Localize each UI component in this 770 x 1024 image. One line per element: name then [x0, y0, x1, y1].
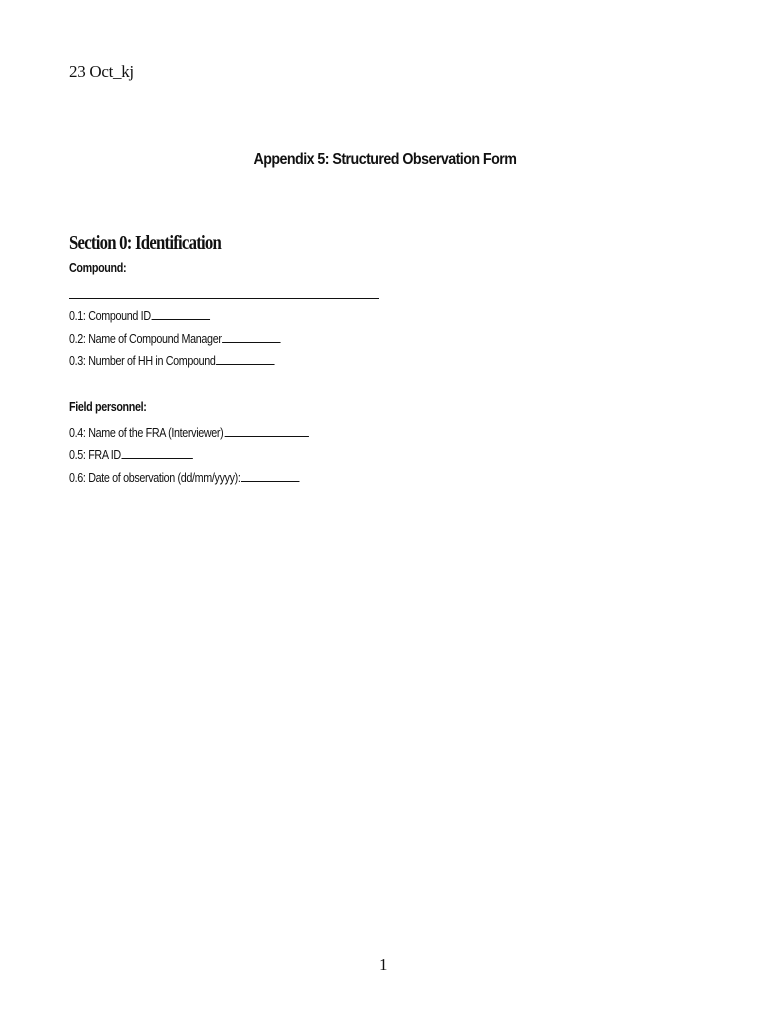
fra-name-label: 0.4: Name of the FRA (Interviewer)	[69, 426, 224, 440]
fra-id-field	[69, 446, 193, 462]
fra-name-blank[interactable]	[224, 424, 308, 437]
compound-manager-blank[interactable]	[222, 330, 280, 343]
fra-id-label: 0.5: FRA ID	[69, 448, 121, 462]
compound-fill-line[interactable]	[69, 298, 379, 299]
observation-date-blank[interactable]	[241, 469, 299, 482]
fra-id-blank[interactable]	[122, 446, 193, 459]
hh-count-blank[interactable]	[216, 352, 274, 365]
fra-name-field	[69, 424, 309, 440]
header-note: 23 Oct_kj	[69, 62, 134, 81]
observation-date-field	[69, 469, 300, 485]
document-title: Appendix 5: Structured Observation Form	[253, 151, 517, 168]
compound-id-label: 0.1: Compound ID	[69, 309, 151, 323]
page-number: 1	[379, 955, 388, 974]
compound-manager-field	[69, 330, 281, 346]
field-personnel-group-label: Field personnel:	[69, 400, 147, 414]
hh-count-field	[69, 352, 275, 368]
compound-id-field	[69, 307, 210, 323]
hh-count-label: 0.3: Number of HH in Compound	[69, 354, 216, 368]
compound-group-label: Compound:	[69, 261, 127, 275]
compound-id-blank[interactable]	[152, 307, 210, 320]
observation-date-label: 0.6: Date of observation (dd/mm/yyyy):	[69, 471, 241, 485]
compound-manager-label: 0.2: Name of Compound Manager	[69, 332, 222, 346]
section-heading: Section 0: Identification	[69, 233, 222, 254]
